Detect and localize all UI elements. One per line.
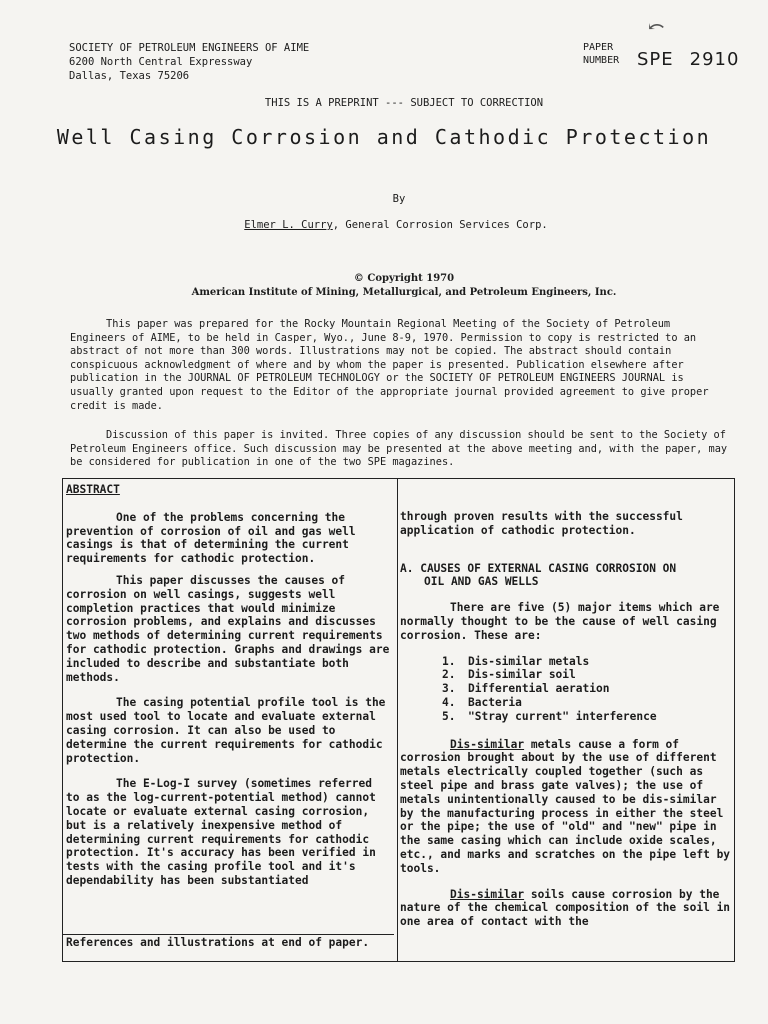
dissimilar-metals-paragraph: [400, 738, 732, 876]
list-item: [400, 668, 732, 682]
metals-text: metals cause a form of corrosion brought about by the use of different metals electrically coupled together (such as steel pipe and brass gate valves); the use of metals unintentionally caused to be dis-similar by the manufacturing process in either the steel or the pipe; the use of "old" and "new" pipe in the same casing which can include oxide scales, etc., and marks and scratches on the pipe left by tools.: [400, 737, 731, 875]
abstract-heading: ABSTRACT: [66, 483, 120, 496]
abstract-paragraph: This paper discusses the causes of corrosion on well casings, suggests well completion practices that would minimize corrosion problems, and explains and discusses two methods of determining current requirements for cathodic protection. Graphs and drawings are included to describe and substantiate both methods.: [66, 573, 390, 684]
list-item: [400, 710, 732, 724]
causes-intro: There are five (5) major items which are normally thought to be the cause of well casing corrosion. These are:: [400, 601, 720, 642]
list-item: [400, 655, 732, 669]
list-item: [400, 682, 732, 696]
soils-text: soils cause corrosion by the nature of the chemical composition of the soil in one area of contact with the: [400, 887, 731, 929]
abstract-box: [62, 478, 735, 962]
author-name: Elmer L. Curry: [244, 219, 333, 231]
abstract-paragraph: One of the problems concerning the prevention of corrosion of oil and gas well casings is that of determining the current requirements for cathodic protection.: [66, 510, 356, 566]
copyright-line: © Copyright 1970: [353, 273, 455, 284]
causes-list: [400, 655, 732, 724]
list-text: Differential aeration: [468, 682, 610, 696]
discussion-paragraph: [70, 429, 730, 470]
column-divider: [397, 479, 398, 961]
copyright-notice: [0, 272, 768, 300]
paper-title: Well Casing Corrosion and Cathodic Protection: [56, 125, 712, 149]
right-column: [400, 479, 732, 929]
list-text: Dis-similar soil: [468, 668, 576, 682]
dissimilar-soils-paragraph: [400, 888, 732, 929]
soils-lead: Dis-similar: [450, 887, 525, 901]
list-number: 4.: [442, 695, 456, 709]
permission-paragraph: [70, 318, 730, 413]
list-text: "Stray current" interference: [468, 709, 657, 723]
metals-lead: Dis-similar: [450, 737, 525, 751]
paper-label: PAPER: [583, 42, 614, 53]
section-a-line: A. CAUSES OF EXTERNAL CASING CORROSION ON: [400, 561, 677, 575]
copyright-holder: American Institute of Mining, Metallurgical, and Petroleum Engineers, Inc.: [191, 287, 617, 298]
list-number: 1.: [442, 654, 456, 668]
preprint-notice: THIS IS A PREPRINT --- SUBJECT TO CORRECTION: [264, 97, 544, 109]
discussion-text: Discussion of this paper is invited. Three copies of any discussion should be sent to the Society of Petroleum Engineers office. Such discussion may be presented at the above meeting and, with the paper, may be considered for publication in one of the two SPE magazines.: [70, 429, 728, 469]
abstract-paragraph: The casing potential profile tool is the most used tool to locate and evaluate external casing corrosion. It can also be used to determine the current requirements for cathodic protection.: [66, 696, 386, 765]
permission-text: This paper was prepared for the Rocky Mountain Regional Meeting of the Society of Petroleum Engineers of AIME, to be held in Casper, Wyo., June 8-9, 1970. Permission to copy is restricted to an abstract of not more than 300 words. Illustrations may not be copied. The abstract should contain conspicuous acknowledgment of where and by whom the paper is presented. Publication elsewhere after publication in the JOURNAL OF PETROLEUM TECHNOLOGY or the SOCIETY OF PETROLEUM ENGINEERS JOURNAL is usually granted upon request to the Editor of the appropriate journal provided agreement to give proper credit is made.: [70, 318, 709, 412]
paper-number-value: 2910: [689, 49, 740, 70]
paper-number: [637, 49, 739, 70]
paper-prefix: SPE: [637, 49, 674, 70]
author-affiliation: , General Corrosion Services Corp.: [332, 219, 548, 231]
list-number: 2.: [442, 668, 456, 682]
left-column: [66, 479, 392, 888]
org-line: Dallas, Texas 75206: [69, 70, 190, 82]
paper-number-block: [583, 41, 740, 70]
abstract-paragraph: The E-Log-I survey (sometimes referred to as the log-current-potential method) cannot locate or evaluate external casing corrosion, but is a relatively inexpensive method of determining current requirements for cathodic protection. It's accuracy has been verified in tests with the casing profile tool and it's dependability has been substantiated: [66, 777, 376, 887]
list-number: 5.: [442, 709, 456, 723]
list-text: Bacteria: [468, 695, 522, 709]
continuation-text: through proven results with the successful application of cathodic protection.: [400, 510, 683, 537]
by-line: By: [392, 193, 406, 205]
organization-address: [69, 41, 309, 83]
author-line: [0, 219, 768, 231]
section-a-line: OIL AND GAS WELLS: [424, 575, 539, 589]
references-note: References and illustrations at end of paper.: [63, 934, 394, 950]
list-item: [400, 696, 732, 710]
handwritten-mark: ⤺: [648, 14, 665, 38]
list-text: Dis-similar metals: [468, 654, 590, 668]
section-a-heading: [400, 562, 732, 590]
list-number: 3.: [442, 682, 456, 696]
number-label: NUMBER: [583, 55, 620, 66]
org-line: SOCIETY OF PETROLEUM ENGINEERS OF AIME: [69, 42, 310, 54]
org-line: 6200 North Central Expressway: [69, 56, 253, 68]
